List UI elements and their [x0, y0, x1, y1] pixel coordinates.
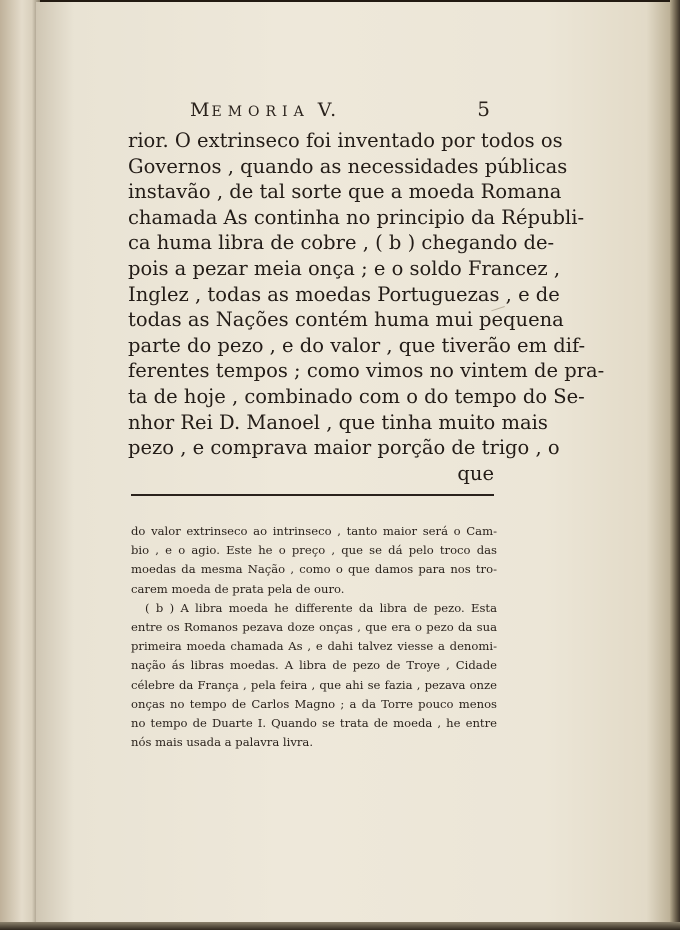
footnote-rule	[131, 494, 494, 496]
footnotes	[131, 522, 497, 752]
running-head-title: MEMORIA V.	[190, 99, 339, 121]
page-number: 5	[477, 97, 490, 121]
text-line: Governos , quando as necessidades públicas	[128, 154, 568, 178]
page-bottom-edge	[0, 922, 680, 930]
footnote-line: carem moeda de prata pela de ouro.	[131, 581, 345, 596]
footnote-line: primeira moeda chamada As , e dahi talvez viesse a denomi-	[131, 639, 497, 654]
footnote-line: nós mais usada a palavra livra.	[131, 735, 314, 750]
main-text	[128, 128, 605, 486]
text-line: pezo , e comprava maior porção de trigo , o	[128, 436, 560, 460]
text-line: nhor Rei D. Manoel , que tinha muito mais	[128, 410, 548, 434]
previous-page-edge	[0, 0, 40, 930]
footnote-line: moedas da mesma Nação , como o que damos para nos tro-	[131, 562, 497, 577]
text-line: ca huma libra de cobre , ( b ) chegando de-	[128, 231, 555, 255]
running-head	[190, 97, 490, 123]
footnote-line: no tempo de Duarte I. Quando se trata de moeda , he entre	[131, 716, 497, 731]
footnote-line: do valor extrinseco ao intrinseco , tanto maior será o Cam-	[131, 524, 497, 538]
catchword: que	[457, 461, 494, 485]
footnote-line: célebre da França , pela feira , que ahi se fazia , pezava onze	[131, 677, 497, 692]
text-line: pois a pezar meia onça ; e o soldo Francez ,	[128, 256, 561, 280]
footnote-line: nação ás libras moedas. A libra de pezo de Troye , Cidade	[131, 658, 497, 673]
text-line: ta de hoje , combinado com o do tempo do Se-	[128, 384, 585, 408]
text-line: todas as Nações contém huma mui pequena	[128, 308, 564, 332]
text-line: parte do pezo , e do valor , que tiverão em dif-	[128, 333, 586, 357]
text-line: chamada As continha no principio da Républi-	[128, 205, 585, 229]
text-line: Inglez , todas as moedas Portuguezas , e de	[128, 282, 560, 306]
page-right-edge	[670, 0, 680, 930]
footnote-line: entre os Romanos pezava doze onças , que era o pezo da sua	[131, 620, 497, 635]
footnote-line: ( b ) A libra moeda he differente da libra de pezo. Esta	[145, 600, 497, 615]
text-line: rior. O extrinseco foi inventado por todos os	[128, 129, 563, 152]
text-line: ferentes tempos ; como vimos no vintem de pra-	[128, 359, 605, 383]
text-line: instavão , de tal sorte que a moeda Romana	[128, 180, 562, 204]
footnote-line: bio , e o agio. Este he o preço , que se dá pelo troco das	[131, 543, 497, 558]
footnote-line: onças no tempo de Carlos Magno ; a da Torre pouco menos	[131, 696, 497, 711]
